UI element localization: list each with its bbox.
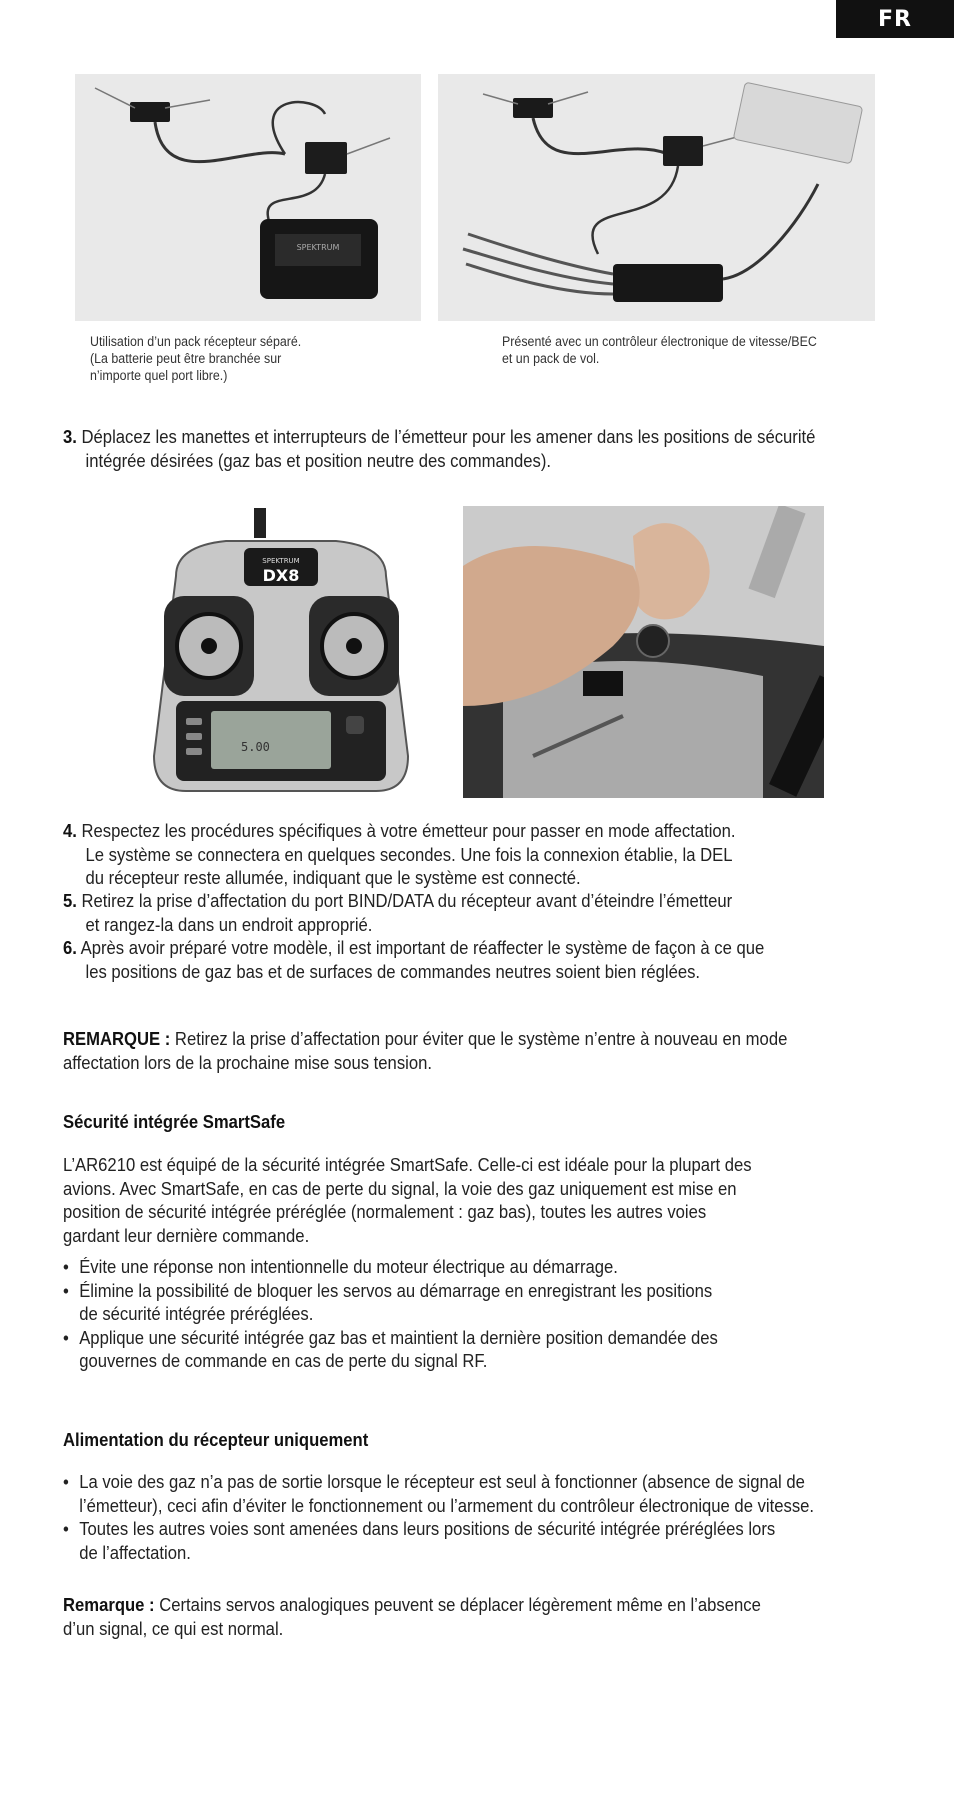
bullet-text: La voie des gaz n’a pas de sortie lorsque le récepteur est seul à fonctionner (absence de signal de <box>79 1471 805 1492</box>
list-item <box>63 1470 909 1517</box>
paragraph-line: L’AR6210 est équipé de la sécurité intégrée SmartSafe. Celle-ci est idéale pour la plupart des <box>63 1154 752 1175</box>
step-text: du récepteur reste allumée, indiquant que le système est connecté. <box>85 867 581 888</box>
bullet-text: Toutes les autres voies sont amenées dans leurs positions de sécurité intégrée préréglées lors <box>79 1518 776 1539</box>
paragraph-line: position de sécurité intégrée préréglée (normalement : gaz bas), toutes les autres voies <box>63 1201 707 1222</box>
main-receiver-icon <box>663 136 703 166</box>
receiver-battery-illustration <box>75 74 421 321</box>
function-button[interactable] <box>186 718 202 725</box>
remarque-text: Certains servos analogiques peuvent se déplacer légèrement même en l’absence <box>154 1594 761 1615</box>
caption-left-line: n’importe quel port libre.) <box>90 368 228 383</box>
step-number: 3. <box>63 426 77 447</box>
smartsafe-bullets <box>63 1255 909 1373</box>
remote-receiver-icon <box>130 102 170 122</box>
bullet-text: de sécurité intégrée préréglées. <box>79 1303 314 1324</box>
caption-left <box>90 333 301 384</box>
caption-left-line: Utilisation d’un pack récepteur séparé. <box>90 334 302 349</box>
roller-button[interactable] <box>346 716 364 734</box>
function-button[interactable] <box>186 733 202 740</box>
function-button[interactable] <box>186 748 202 755</box>
step-text: intégrée désirées (gaz bas et position neutre des commandes). <box>85 449 552 471</box>
step-text: Déplacez les manettes et interrupteurs de l’émetteur pour les amener dans les positions de sécurité <box>81 426 816 447</box>
photo-transmitter <box>146 506 417 796</box>
bullet-text: de l’affectation. <box>79 1541 191 1563</box>
list-item <box>63 1326 909 1373</box>
step-text: les positions de gaz bas et de surfaces de commandes neutres soient bien réglées. <box>85 960 701 982</box>
paragraph-line: avions. Avec SmartSafe, en cas de perte du signal, la voie des gaz uniquement est mise en <box>63 1177 737 1199</box>
heading-smartsafe: Sécurité intégrée SmartSafe <box>63 1111 286 1132</box>
bullet-text: gouvernes de commande en cas de perte du signal RF. <box>79 1350 488 1371</box>
step-6 <box>63 936 873 983</box>
lcd-screen <box>211 711 331 769</box>
bullet-text: Applique une sécurité intégrée gaz bas et maintient la dernière position demandée des <box>79 1326 718 1348</box>
remarque-label: REMARQUE : <box>63 1028 171 1049</box>
step-text: Respectez les procédures spécifiques à votre émetteur pour passer en mode affectation. <box>81 820 736 841</box>
lcd-value: 5.00 <box>241 740 270 754</box>
antenna-icon <box>254 508 266 538</box>
main-receiver-icon <box>305 142 347 174</box>
step-number: 5. <box>63 890 77 911</box>
step-5 <box>63 889 873 936</box>
brand-text: SPEKTRUM <box>262 557 300 565</box>
remarque-label: Remarque : <box>63 1594 155 1615</box>
photo-receiver-battery <box>75 74 421 321</box>
step-3 <box>63 425 873 472</box>
heading-alimentation: Alimentation du récepteur uniquement <box>63 1429 369 1450</box>
step-number: 6. <box>63 937 77 958</box>
receiver-esc-illustration <box>438 74 875 321</box>
battery-label: SPEKTRUM <box>296 243 340 252</box>
caption-right-line: et un pack de vol. <box>502 351 600 366</box>
remarque-text: affectation lors de la prochaine mise sous tension. <box>63 1051 432 1073</box>
bullet-text: l’émetteur), ceci afin d’éviter le fonctionnement ou l’armement du contrôleur électronique de vitesse. <box>79 1494 815 1516</box>
bullet: • <box>63 1256 69 1277</box>
bind-button-illustration <box>463 506 824 798</box>
step-text: Le système se connectera en quelques secondes. Une fois la connexion établie, la DEL <box>85 843 733 865</box>
caption-right-line: Présenté avec un contrôleur électronique de vitesse/BEC <box>502 334 817 349</box>
bullet-text: Élimine la possibilité de bloquer les servos au démarrage en enregistrant les positions <box>79 1279 713 1301</box>
bullet: • <box>63 1471 69 1492</box>
caption-right <box>502 333 817 367</box>
step-number: 4. <box>63 820 77 841</box>
esc-icon <box>613 264 723 302</box>
remarque-bind-plug <box>63 1027 909 1074</box>
remarque-text: d’un signal, ce qui est normal. <box>63 1617 284 1639</box>
model-text: DX8 <box>262 566 300 585</box>
smartsafe-paragraph <box>63 1153 909 1247</box>
bullet: • <box>63 1279 69 1301</box>
step-text: Retirez la prise d’affectation du port BIND/DATA du récepteur avant d’éteindre l’émetteur <box>81 890 733 911</box>
remarque-text: Retirez la prise d’affectation pour éviter que le système n’entre à nouveau en mode <box>170 1028 788 1049</box>
language-tab: FR <box>836 0 954 38</box>
bullet: • <box>63 1518 69 1539</box>
alimentation-bullets <box>63 1470 909 1564</box>
transmitter-illustration <box>146 506 417 796</box>
paragraph-line: gardant leur dernière commande. <box>63 1224 310 1246</box>
bullet-text: Évite une réponse non intentionnelle du moteur électrique au démarrage. <box>79 1256 618 1277</box>
list-item <box>63 1255 909 1279</box>
photo-bind-button <box>463 506 824 798</box>
remarque-analog-servos <box>63 1593 909 1640</box>
bind-button[interactable] <box>637 625 669 657</box>
step-text: Après avoir préparé votre modèle, il est important de réaffecter le système de façon à ce que <box>80 937 765 958</box>
photo-receiver-esc <box>438 74 875 321</box>
step-4 <box>63 819 873 890</box>
remote-receiver-icon <box>513 98 553 118</box>
list-item <box>63 1279 909 1326</box>
step-text: et rangez-la dans un endroit approprié. <box>85 913 373 935</box>
caption-left-line: (La batterie peut être branchée sur <box>90 351 282 366</box>
bullet: • <box>63 1326 69 1348</box>
list-item <box>63 1517 909 1564</box>
